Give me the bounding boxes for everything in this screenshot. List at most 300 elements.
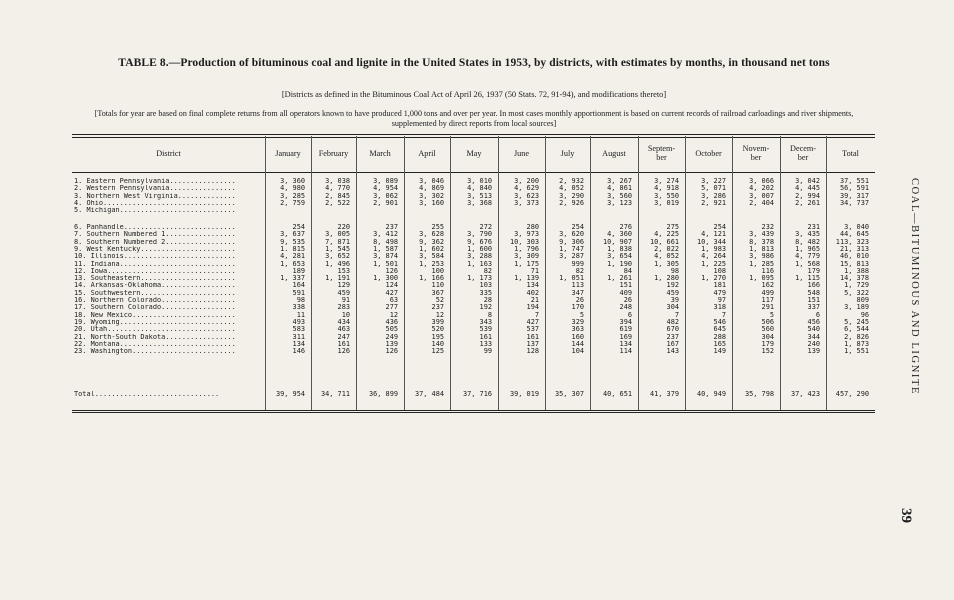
table-cell: 434 — [337, 317, 350, 326]
table-cell: 4, 445 — [795, 184, 820, 193]
table-cell: 39 — [670, 296, 679, 304]
table-cell: 4, 121 — [701, 230, 726, 239]
table-cell: 6, 544 — [844, 325, 869, 334]
table-cell: 108 — [713, 266, 726, 275]
table-cell: 151 — [807, 296, 820, 304]
table-cell: 9, 676 — [467, 237, 492, 246]
table-cell: 117 — [761, 296, 774, 304]
table-cell: 9, 535 — [280, 237, 305, 246]
table-cell: 3, 286 — [701, 191, 726, 200]
table-cell: 162 — [761, 281, 774, 290]
table-cell: 1, 253 — [419, 259, 444, 268]
table-cell: 427 — [385, 288, 398, 297]
table-cell: 1, 166 — [419, 274, 444, 283]
table-cell: 39, 019 — [509, 390, 539, 398]
table-cell: 394 — [619, 317, 632, 326]
table-cell: 1, 190 — [607, 259, 632, 268]
table-cell: 1, 051 — [559, 274, 584, 283]
table-cell: 399 — [431, 317, 444, 326]
table-cell: 151 — [619, 281, 632, 290]
table-cell — [545, 207, 584, 214]
table-cell: 4, 861 — [607, 184, 632, 193]
table-row-label: 11. Indiana............................ — [74, 260, 236, 268]
table-row-label: 23. Washington......................... — [74, 348, 236, 356]
column-header: August — [602, 148, 626, 158]
table-cell: 3, 435 — [795, 230, 820, 239]
table-cell: 1, 838 — [607, 244, 632, 253]
table-cell: 37, 423 — [790, 390, 820, 398]
table-cell: 283 — [337, 303, 350, 312]
table-cell: 1, 568 — [795, 259, 820, 268]
table-cell: 35, 307 — [554, 390, 584, 398]
column-header: May — [466, 148, 482, 158]
table-cell: 139 — [385, 339, 398, 348]
table-cell: 1, 173 — [467, 274, 492, 283]
table-cell: 2, 921 — [701, 198, 726, 207]
table-cell: 143 — [666, 347, 679, 356]
table-cell: 149 — [713, 347, 726, 356]
table-cell: 318 — [713, 303, 726, 312]
table-cell: 26 — [575, 296, 584, 304]
table-cell: 4, 779 — [795, 252, 820, 261]
table-cell — [732, 207, 774, 214]
total-row-label: Total.............................. — [74, 391, 220, 398]
table-cell: 3, 302 — [419, 191, 444, 200]
table-cell: 8, 482 — [795, 237, 820, 246]
table-cell: 9, 362 — [419, 237, 444, 246]
column-header: February — [318, 148, 349, 158]
table-cell: 170 — [571, 303, 584, 312]
table-cell: 40, 651 — [602, 390, 632, 398]
table-cell: 21, 313 — [839, 244, 869, 253]
table-cell: 116 — [761, 266, 774, 275]
table-cell: 167 — [666, 339, 679, 348]
table-cell: 463 — [337, 325, 350, 334]
table-cell: 9, 306 — [559, 237, 584, 246]
table-row-label: 5. Michigan............................ — [74, 207, 236, 215]
table-cell: 1, 551 — [844, 347, 869, 356]
table-cell: 3, 288 — [467, 252, 492, 261]
table-cell: 3, 623 — [514, 191, 539, 200]
table-cell: 7 — [534, 310, 539, 319]
column-header: April — [418, 148, 436, 158]
table-cell: 192 — [479, 303, 492, 312]
table-cell: 1, 653 — [280, 259, 305, 268]
table-cell: 3, 790 — [467, 230, 492, 239]
table-cell: 3, 200 — [514, 177, 539, 185]
table-cell: 4, 360 — [607, 230, 632, 239]
table-row-label: 1. Eastern Pennsylvania................ — [74, 178, 236, 185]
table-cell: 255 — [431, 223, 444, 231]
header-bottom-rule — [72, 172, 875, 173]
table-cell: 4, 918 — [654, 184, 679, 193]
table-cell: 456 — [807, 317, 820, 326]
table-cell: 1, 095 — [749, 274, 774, 283]
table-cell: 1, 983 — [701, 244, 726, 253]
table-cell: 4, 954 — [373, 184, 398, 193]
table-row-label: 12. Iowa............................... — [74, 267, 236, 275]
table-cell: 248 — [619, 303, 632, 312]
table-cell: 459 — [666, 288, 679, 297]
table-cell: 272 — [479, 223, 492, 231]
table-cell: 4, 264 — [701, 252, 726, 261]
column-header: January — [275, 148, 301, 158]
table-cell: 179 — [761, 339, 774, 348]
table-cell: 36, 899 — [368, 390, 398, 398]
column-header: July — [560, 148, 575, 158]
table-cell: 3, 550 — [654, 191, 679, 200]
table-cell: 46, 010 — [839, 252, 869, 261]
table-cell — [826, 207, 869, 214]
table-cell: 3, 038 — [325, 177, 350, 185]
table-cell: 114 — [619, 347, 632, 356]
table-cell: 140 — [431, 339, 444, 348]
table-cell: 3, 360 — [280, 177, 305, 185]
table-cell: 11 — [296, 310, 305, 319]
table-cell: 63 — [389, 296, 398, 304]
table-cell: 4, 225 — [654, 230, 679, 239]
table-cell: 44, 645 — [839, 230, 869, 239]
table-cell: 3, 285 — [280, 191, 305, 200]
table-cell: 7 — [674, 310, 679, 319]
table-cell — [685, 207, 726, 214]
column-header: Septem- ber — [647, 144, 676, 162]
table-cell: 5, 245 — [844, 317, 869, 326]
table-cell: 482 — [666, 317, 679, 326]
table-cell: 189 — [292, 266, 305, 275]
table-cell: 124 — [385, 281, 398, 290]
table-cell: 2, 932 — [559, 177, 584, 185]
table-cell: 4, 629 — [514, 184, 539, 193]
table-cell: 583 — [292, 325, 305, 334]
table-cell: 237 — [385, 223, 398, 231]
table-top-rule — [72, 134, 875, 135]
table-row-label: 13. Southeastern....................... — [74, 275, 236, 283]
page-number: 39 — [898, 508, 914, 523]
table-cell: 3, 654 — [607, 252, 632, 261]
table-cell: 98 — [670, 266, 679, 275]
table-cell: 493 — [292, 317, 305, 326]
table-cell: 232 — [761, 223, 774, 231]
table-cell: 1. 815 — [280, 244, 305, 253]
table-cell: 3, 005 — [325, 230, 350, 239]
table-cell: 152 — [761, 347, 774, 356]
table-cell: 1, 602 — [419, 244, 444, 253]
table-cell: 1, 496 — [325, 259, 350, 268]
table-cell: 10, 344 — [696, 237, 726, 246]
table-cell: 1, 587 — [373, 244, 398, 253]
table-cell: 10 — [341, 310, 350, 319]
table-cell: 2, 022 — [654, 244, 679, 253]
table-cell: 3, 123 — [607, 198, 632, 207]
table-cell: 2, 901 — [373, 198, 398, 207]
table-cell: 520 — [431, 325, 444, 334]
table-cell: 3, 066 — [749, 177, 774, 185]
running-head: COAL—BITUMINOUS AND LIGNITE — [909, 178, 920, 396]
table-cell: 194 — [526, 303, 539, 312]
table-cell: 3, 584 — [419, 252, 444, 261]
table-cell — [638, 207, 679, 214]
table-cell: 3, 439 — [749, 230, 774, 239]
table-cell: 288 — [713, 332, 726, 341]
table-cell: 34, 711 — [320, 390, 350, 398]
table-cell: 3, 628 — [419, 230, 444, 239]
table-cell: 3, 874 — [373, 252, 398, 261]
table-cell: 1, 965 — [795, 244, 820, 253]
table-cell: 3, 019 — [654, 198, 679, 207]
table-cell: 329 — [571, 317, 584, 326]
table-cell: 99 — [483, 347, 492, 356]
table-row-label: 17. Southern Colorado.................. — [74, 304, 236, 312]
table-cell: 100 — [431, 266, 444, 275]
table-cell: 134 — [526, 281, 539, 290]
table-cell: 3, 986 — [749, 252, 774, 261]
table-cell: 10, 303 — [509, 237, 539, 246]
table-cell: 343 — [479, 317, 492, 326]
table-cell: 338 — [292, 303, 305, 312]
table-cell: 4, 840 — [467, 184, 492, 193]
table-cell: 402 — [526, 288, 539, 297]
table-cell: 104 — [571, 347, 584, 356]
table-cell: 8 — [487, 310, 492, 319]
table-row-label: 10. Illinois........................... — [74, 253, 236, 261]
table-cell: 4, 052 — [654, 252, 679, 261]
table-cell: 3, 373 — [514, 198, 539, 207]
table-cell: 161 — [337, 339, 350, 348]
table-cell: 3, 160 — [419, 198, 444, 207]
table-row-label: 3. Northern West Virginia.............. — [74, 192, 236, 200]
table-cell: 37, 551 — [839, 177, 869, 185]
table-cell: 3, 010 — [467, 177, 492, 185]
table-cell: 5 — [579, 310, 584, 319]
table-cell — [450, 207, 492, 214]
table-cell: 237 — [666, 332, 679, 341]
table-row-label: 19. Wyoming............................ — [74, 318, 236, 326]
table-cell: 249 — [385, 332, 398, 341]
table-cell: 409 — [619, 288, 632, 297]
table-row-label: 18. New Mexico......................... — [74, 311, 236, 319]
table-cell: 311 — [292, 332, 305, 341]
table-cell: 231 — [807, 223, 820, 231]
table-cell: 4, 869 — [419, 184, 444, 193]
table-cell — [356, 207, 398, 214]
table-cell: 254 — [292, 223, 305, 231]
table-cell: 12 — [389, 310, 398, 319]
table-cell: 133 — [479, 339, 492, 348]
table-cell: 179 — [807, 266, 820, 275]
table-cell: 4, 281 — [280, 252, 305, 261]
table-cell: 505 — [385, 325, 398, 334]
table-cell: 591 — [292, 288, 305, 297]
table-cell: 164 — [292, 281, 305, 290]
table-cell: 6 — [627, 310, 632, 319]
table-cell: 619 — [619, 325, 632, 334]
table-cell: 459 — [337, 288, 350, 297]
table-cell: 1, 388 — [844, 266, 869, 275]
table-row-label: 6. Panhandle........................... — [74, 224, 236, 231]
table-cell: 560 — [761, 325, 774, 334]
table-cell: 546 — [713, 317, 726, 326]
table-cell: 537 — [526, 325, 539, 334]
table-cell: 539 — [479, 325, 492, 334]
table-cell: 161 — [479, 332, 492, 341]
table-cell: 1, 285 — [749, 259, 774, 268]
table-cell: 277 — [385, 303, 398, 312]
table-cell: 113 — [571, 281, 584, 290]
table-cell: 1, 139 — [514, 274, 539, 283]
table-cell: 1, 796 — [514, 244, 539, 253]
table-cell: 999 — [571, 259, 584, 268]
table-cell: 2, 926 — [559, 198, 584, 207]
table-row-label: 7. Southern Numbered 1................. — [74, 231, 236, 239]
table-cell: 436 — [385, 317, 398, 326]
table-cell: 98 — [296, 296, 305, 304]
table-cell: 3, 267 — [607, 177, 632, 185]
table-cell — [590, 207, 632, 214]
table-cell: 2, 261 — [795, 198, 820, 207]
table-cell: 291 — [761, 303, 774, 312]
table-cell: 367 — [431, 288, 444, 297]
table-cell: 347 — [571, 288, 584, 297]
table-cell: 3, 287 — [559, 252, 584, 261]
table-cell: 96 — [860, 310, 869, 319]
table-cell: 4, 980 — [280, 184, 305, 193]
table-cell: 1, 225 — [701, 259, 726, 268]
table-cell: 169 — [619, 332, 632, 341]
table-cell: 3, 189 — [844, 303, 869, 312]
table-row-label: 4. Ohio................................ — [74, 199, 236, 207]
table-cell: 126 — [385, 347, 398, 356]
table-cell: 7, 871 — [325, 237, 350, 246]
table-cell: 126 — [337, 347, 350, 356]
table-cell: 337 — [807, 303, 820, 312]
table-cell: 3, 309 — [514, 252, 539, 261]
table-cell: 6 — [815, 310, 820, 319]
table-cell: 128 — [526, 347, 539, 356]
table-cell: 240 — [807, 339, 820, 348]
table-cell: 499 — [761, 288, 774, 297]
table-top-rule-inner — [72, 137, 875, 138]
table-cell: 4, 052 — [559, 184, 584, 193]
table-cell: 8, 498 — [373, 237, 398, 246]
table-cell: 254 — [571, 223, 584, 231]
table-cell: 113, 323 — [835, 237, 869, 246]
table-cell — [265, 207, 305, 214]
table-cell: 153 — [337, 266, 350, 275]
column-header: Novem- ber — [742, 144, 770, 162]
table-cell: 3, 973 — [514, 230, 539, 239]
table-cell: 71 — [530, 266, 539, 275]
table-row-label: 14. Arkansas-Oklahoma.................. — [74, 282, 236, 290]
table-cell: 144 — [571, 339, 584, 348]
table-cell: 165 — [713, 339, 726, 348]
table-cell: 2, 522 — [325, 198, 350, 207]
table-bottom-rule — [72, 410, 875, 411]
table-cell: 166 — [807, 281, 820, 290]
table-cell: 1, 305 — [654, 259, 679, 268]
table-row-label: 9. West Kentucky....................... — [74, 245, 236, 253]
table-cell: 540 — [807, 325, 820, 334]
table-cell: 1, 280 — [654, 274, 679, 283]
table-cell: 457, 290 — [835, 390, 869, 398]
table-row-label: 8. Southern Numbered 2................. — [74, 238, 236, 246]
table-cell: 1, 747 — [559, 244, 584, 253]
table-cell — [404, 207, 444, 214]
table-cell: 2, 994 — [795, 191, 820, 200]
table-cell: 129 — [337, 281, 350, 290]
table-cell: 52 — [435, 296, 444, 304]
table-cell: 134 — [292, 339, 305, 348]
table-cell: 3, 089 — [373, 177, 398, 185]
table-row-label: 2. Western Pennsylvania................ — [74, 185, 236, 193]
table-cell: 3, 513 — [467, 191, 492, 200]
table-cell: 1, 873 — [844, 339, 869, 348]
table-cell: 125 — [431, 347, 444, 356]
table-cell: 280 — [526, 223, 539, 231]
table-cell: 809 — [856, 296, 869, 304]
table-cell: 1, 191 — [325, 274, 350, 283]
table-cell: 82 — [575, 266, 584, 275]
table-cell: 103 — [479, 281, 492, 290]
table-cell: 7 — [721, 310, 726, 319]
table-cell: 35, 798 — [744, 390, 774, 398]
table-cell — [311, 207, 350, 214]
table-cell: 479 — [713, 288, 726, 297]
table-cell: 3, 637 — [280, 230, 305, 239]
table-cell: 3, 007 — [749, 191, 774, 200]
table-cell: 161 — [526, 332, 539, 341]
table-cell: 26 — [623, 296, 632, 304]
table-cell: 5, 322 — [844, 288, 869, 297]
table-cell — [780, 207, 820, 214]
column-header: June — [513, 148, 529, 158]
table-cell: 110 — [431, 281, 444, 290]
table-cell — [498, 207, 539, 214]
table-cell: 39, 317 — [839, 191, 869, 200]
table-cell: 3, 560 — [607, 191, 632, 200]
table-cell: 1, 501 — [373, 259, 398, 268]
table-cell: 139 — [807, 347, 820, 356]
table-row-label: 15. Southwestern....................... — [74, 289, 236, 297]
table-cell: 181 — [713, 281, 726, 290]
table-cell: 56, 591 — [839, 184, 869, 193]
table-row-label: 21. North-South Dakota................. — [74, 333, 236, 341]
table-cell: 3, 412 — [373, 230, 398, 239]
column-header: Decem- ber — [790, 144, 816, 162]
table-cell: 37, 716 — [462, 390, 492, 398]
table-cell: 15, 813 — [839, 259, 869, 268]
table-cell: 82 — [483, 266, 492, 275]
table-cell: 3, 274 — [654, 177, 679, 185]
table-cell: 39, 954 — [275, 390, 305, 398]
table-cell: 1, 813 — [749, 244, 774, 253]
table-cell: 427 — [526, 317, 539, 326]
table-cell: 363 — [571, 325, 584, 334]
table-cell: 126 — [385, 266, 398, 275]
table-cell: 84 — [623, 266, 632, 275]
table-cell: 91 — [341, 296, 350, 304]
table-row-label: 22. Montana............................ — [74, 340, 236, 348]
table-cell: 34, 737 — [839, 198, 869, 207]
table-cell: 247 — [337, 332, 350, 341]
table-row-label: 20. Utah............................... — [74, 326, 236, 334]
table-cell: 548 — [807, 288, 820, 297]
table-cell: 10, 661 — [649, 237, 679, 246]
column-header: Total — [842, 148, 859, 158]
table-cell: 254 — [713, 223, 726, 231]
table-cell: 645 — [713, 325, 726, 334]
table-cell: 3, 042 — [795, 177, 820, 185]
